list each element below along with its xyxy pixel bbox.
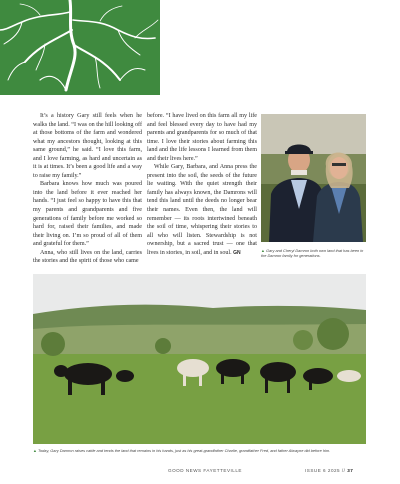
caption-text: Gary and Cheryl Damron both own land that has been in the Damron family for generations.	[261, 248, 364, 258]
paragraph: Barbara knows how much was poured into the land before it ever reached her hands. “I just feel so happy to have this that my parents and grandparents and five generations of family before me worked so hard for, raised their families, and made their living on. I’m so proud of all of them and grateful for them.”	[33, 181, 142, 248]
paragraph: before. “I have lived on this farm all my life and feel blessed every day to have had my parents and grandparents for so much of that time. I love their stories about farming this land and the life lessons I learned from them and their lives here.”	[147, 113, 257, 162]
separator: //	[341, 468, 346, 473]
article-column-2	[147, 112, 257, 257]
portrait-caption	[261, 248, 365, 258]
caption-marker-icon: ▲	[261, 248, 265, 253]
issue-info	[305, 468, 353, 473]
page-number: 37	[347, 468, 354, 473]
caption-text: Today, Gary Damron raises cattle and tends the land that remains in his hands, just as his great-grandfather Charlie, grandfather Fred, and father Alwayne did before him.	[37, 448, 331, 453]
portrait-photo	[261, 114, 366, 242]
paragraph-text: While Gary, Barbara, and Anna press the present into the soil, the seeds of the future lie waiting. With the quiet strength their family has always known, the Damrons will tend this land until the deeds no longer bear their names. Even then, the land will remember — its roots intertwined beneath the soil of time, whispering their stories to all who will listen. Stewardship is not ownership, but a sacred trust — one that lives in stories, in soil, and in soul.	[147, 164, 257, 256]
cattle-landscape-photo	[33, 274, 366, 444]
paragraph	[147, 163, 257, 257]
landscape-caption	[33, 448, 366, 453]
article-column-1	[33, 112, 142, 266]
paragraph: Anna, who still lives on the land, carries the stories and the spirit of those who came	[33, 249, 142, 265]
signoff: GN	[233, 249, 241, 256]
paragraph: It’s a history Gary still feels when he walks the land. “I was on the hill looking off at those bottoms of the farm and wondered what my ancestors thought, looking at this same ground,” he said. “I love this farm, and I love farming, as hard and uncertain as it is at times. It’s been a good life and a way to raise my family.”	[33, 113, 142, 179]
issue-label: ISSUE 6 2025	[305, 468, 341, 473]
caption-marker-icon: ▲	[33, 448, 37, 453]
roots-illustration	[0, 0, 160, 95]
roots-icon	[0, 0, 160, 95]
publication-name: GOOD NEWS FAYETTEVILLE	[168, 468, 242, 473]
